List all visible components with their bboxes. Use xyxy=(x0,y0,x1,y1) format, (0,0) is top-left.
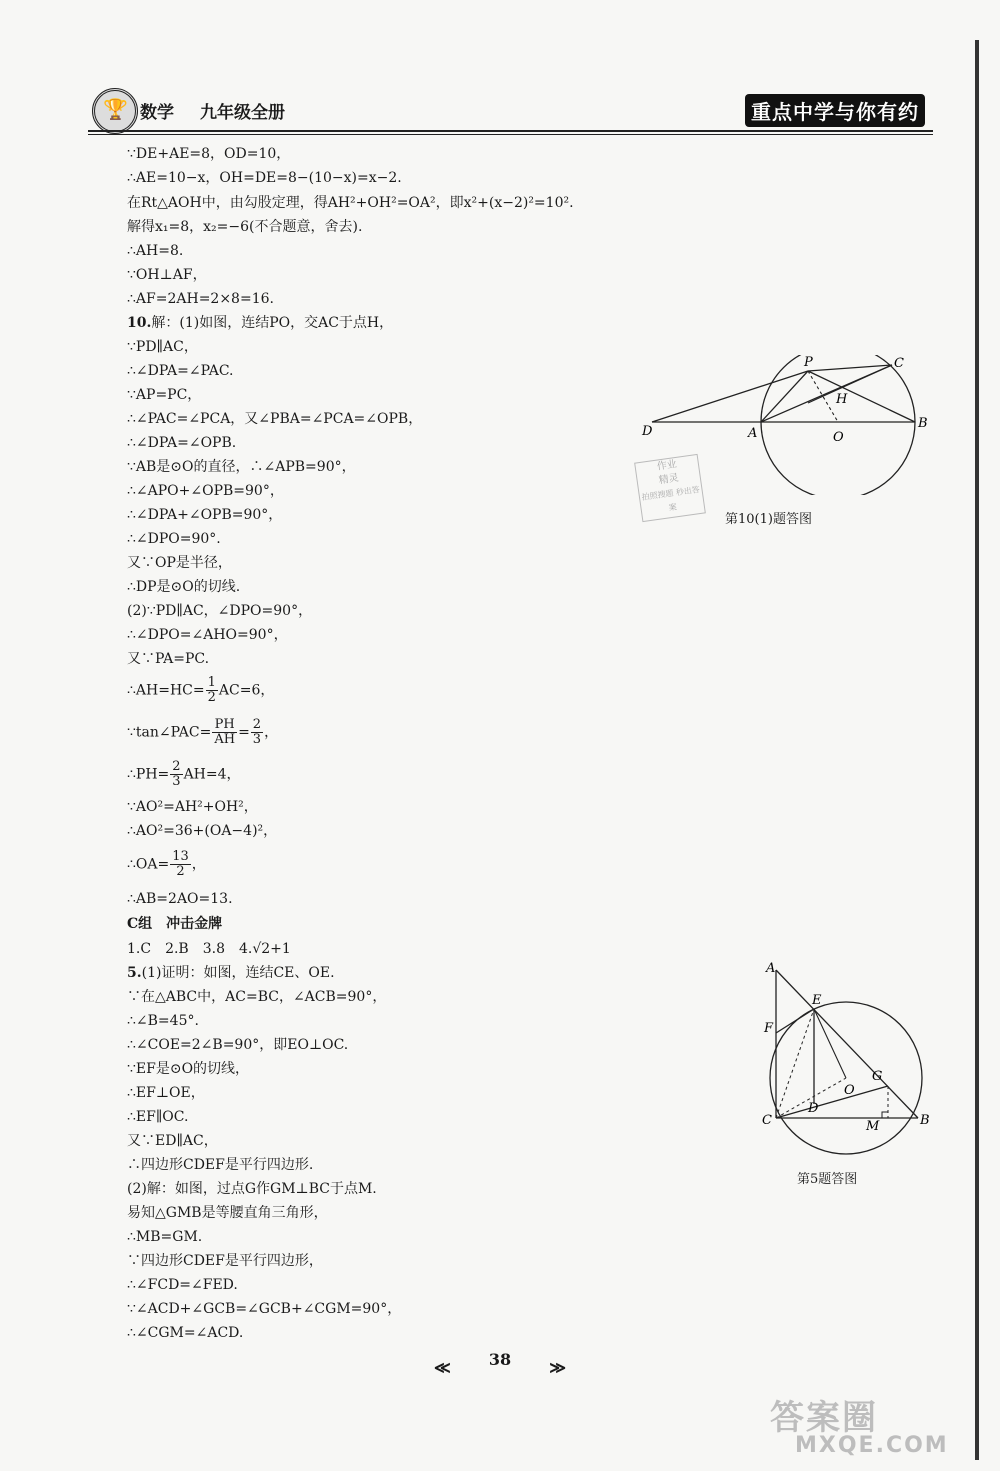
text-line: ∴∠DPO=90°. xyxy=(127,531,221,547)
text-line: (2)解：如图，过点G作GM⊥BC于点M. xyxy=(127,1181,377,1197)
page-number xyxy=(434,1350,566,1377)
label-p: P xyxy=(804,355,813,370)
text-line: ∴MB=GM. xyxy=(127,1229,203,1245)
stamp-line: 作业 xyxy=(656,458,678,473)
label-a: A xyxy=(748,426,758,441)
text-line xyxy=(127,760,241,789)
figure-5 xyxy=(760,960,940,1160)
text-line: ∴∠FCD=∠FED. xyxy=(127,1277,238,1293)
fraction xyxy=(170,760,182,789)
text-line: ∴∠B=45°. xyxy=(127,1013,199,1029)
line-eo xyxy=(814,1009,846,1078)
text-line: ∴∠APO+∠OPB=90°， xyxy=(127,483,284,499)
text-span: ∵tan∠PAC= xyxy=(127,724,212,741)
fraction-denominator: 3 xyxy=(252,732,262,747)
fraction xyxy=(206,676,218,705)
text-line: 在Rt△AOH中，由勾股定理，得AH²+OH²=OA²，即x²+(x−2)²=10². xyxy=(127,195,574,211)
text-span: AH=4， xyxy=(183,766,241,783)
figure-5-caption: 第5题答图 xyxy=(797,1172,858,1187)
text-span: ∴OA= xyxy=(127,856,170,873)
fraction xyxy=(251,718,263,747)
line-cg xyxy=(776,1086,888,1118)
fraction-numerator: 2 xyxy=(172,759,181,774)
page-number-text: 38 xyxy=(488,1350,512,1369)
text-line xyxy=(127,718,278,747)
text-line xyxy=(127,314,393,332)
text-line: 易知△GMB是等腰直角三角形， xyxy=(127,1205,328,1221)
text-span: ∴PH= xyxy=(127,766,170,783)
text-line: 又∵PA=PC. xyxy=(127,651,210,667)
text-line: ∵在△ABC中，AC=BC，∠ACB=90°， xyxy=(127,989,387,1005)
label-b: B xyxy=(920,1113,930,1128)
text-line: ∴∠DPO=∠AHO=90°， xyxy=(127,627,288,643)
stamp-line: 精灵 xyxy=(658,472,680,487)
text-line: 又∵ED∥AC， xyxy=(127,1133,218,1149)
ornament-left-icon: ≪ xyxy=(434,1358,451,1377)
stamp-line: 拍照搜题 秒出答案 xyxy=(641,484,701,513)
text-line: ∴AB=2AO=13. xyxy=(127,891,233,907)
text-line: ∴EF⊥OE， xyxy=(127,1085,205,1101)
question-number: 5. xyxy=(127,965,142,981)
text-span: 解：(1)如图，连结PO，交AC于点H， xyxy=(151,315,394,331)
label-a: A xyxy=(766,961,776,976)
text-line: (2)∵PD∥AC，∠DPO=90°， xyxy=(127,603,313,619)
text-line: ∵AB是⊙O的直径，∴∠APB=90°， xyxy=(127,459,356,475)
header-rule xyxy=(88,130,933,132)
text-line: ∵PD∥AC， xyxy=(127,339,198,355)
text-line: ∴AH=8. xyxy=(127,243,184,259)
section-heading: C组 冲击金牌 xyxy=(127,916,223,932)
text-line: ∴EF∥OC. xyxy=(127,1109,189,1125)
text-line: ∴∠COE=2∠B=90°，即EO⊥OC. xyxy=(127,1037,349,1053)
text-line: ∵∠ACD+∠GCB=∠GCB+∠CGM=90°， xyxy=(127,1301,402,1317)
fraction-numerator: 1 xyxy=(207,675,216,690)
label-g: G xyxy=(872,1069,883,1084)
header-rule-thin xyxy=(88,134,933,135)
label-o: O xyxy=(844,1083,855,1098)
text-line: ∴四边形CDEF是平行四边形. xyxy=(127,1157,314,1173)
text-line: ∴DP是⊙O的切线. xyxy=(127,579,241,595)
answer-line: 1.C 2.B 3.8 4.√2+1 xyxy=(127,941,291,957)
page-edge-line xyxy=(975,40,979,1460)
fraction xyxy=(170,850,191,879)
fraction-denominator: 2 xyxy=(207,690,216,705)
text-line: 又∵OP是半径， xyxy=(127,555,232,571)
text-span: = xyxy=(238,724,250,741)
text-line: ∵EF是⊙O的切线， xyxy=(127,1061,250,1077)
text-line: ∴AE=10−x，OH=DE=8−(10−x)=x−2. xyxy=(127,170,402,186)
label-c: C xyxy=(894,356,904,371)
fraction-numerator: 13 xyxy=(172,849,189,864)
text-line: ∴∠PAC=∠PCA，又∠PBA=∠PCA=∠OPB， xyxy=(127,411,423,427)
label-d: D xyxy=(808,1101,819,1116)
text-line: ∴∠CGM=∠ACD. xyxy=(127,1325,244,1341)
geometry-figure-5 xyxy=(760,960,940,1160)
label-b: B xyxy=(918,416,928,431)
fraction-numerator: PH xyxy=(212,718,237,733)
header-subject: 数学 xyxy=(140,103,174,123)
label-f: F xyxy=(764,1021,774,1036)
text-line xyxy=(127,676,274,705)
trophy-logo-icon xyxy=(92,88,138,134)
circle-o xyxy=(761,355,915,495)
fraction-denominator: 3 xyxy=(172,774,181,789)
text-line: ∴∠DPA=∠OPB. xyxy=(127,435,237,451)
text-span: (1)证明：如图，连结CE、OE. xyxy=(141,965,335,981)
text-line: ∵AP=PC， xyxy=(127,387,202,403)
header-brand: 重点中学与你有约 xyxy=(745,94,925,127)
ornament-right-icon: ≫ xyxy=(549,1358,566,1377)
text-line: 解得x₁=8，x₂=−6(不合题意，舍去). xyxy=(127,219,363,235)
text-line: ∵DE+AE=8，OD=10， xyxy=(127,146,291,162)
text-line: ∵OH⊥AF， xyxy=(127,267,207,283)
label-o: O xyxy=(833,430,844,445)
figure-1-caption: 第10(1)题答图 xyxy=(725,512,812,527)
right-angle-mark xyxy=(882,1112,888,1118)
text-line xyxy=(127,964,335,982)
header-grade: 九年级全册 xyxy=(200,103,285,123)
fraction-denominator: AH xyxy=(214,732,236,747)
label-d: D xyxy=(642,424,653,439)
page-header xyxy=(88,88,933,136)
text-span: ∴AH=HC= xyxy=(127,682,205,699)
fraction-denominator: 2 xyxy=(176,864,185,879)
text-line xyxy=(127,850,206,879)
fraction xyxy=(212,718,237,747)
text-line: ∴∠DPA=∠PAC. xyxy=(127,363,234,379)
line-fe xyxy=(776,1009,814,1033)
text-span: ， xyxy=(191,856,206,873)
question-number: 10. xyxy=(127,315,152,331)
text-line: ∵四边形CDEF是平行四边形， xyxy=(127,1253,323,1269)
fraction-numerator: 2 xyxy=(252,717,262,732)
text-span: AC=6， xyxy=(218,682,275,699)
label-h: H xyxy=(836,392,848,407)
text-span: ， xyxy=(264,724,279,741)
text-line: ∴∠DPA+∠OPB=90°， xyxy=(127,507,283,523)
label-e: E xyxy=(812,993,822,1008)
text-line: ∵AO²=AH²+OH²， xyxy=(127,799,258,815)
label-m: M xyxy=(866,1119,880,1134)
label-c: C xyxy=(762,1113,772,1128)
text-line: ∴AF=2AH=2×8=16. xyxy=(127,291,274,307)
text-line: ∴AO²=36+(OA−4)²， xyxy=(127,823,278,839)
watermark-logo: 答案圈 xyxy=(770,1398,878,1438)
watermark-stamp xyxy=(634,454,706,522)
watermark-url: MXQE.COM xyxy=(795,1433,949,1458)
